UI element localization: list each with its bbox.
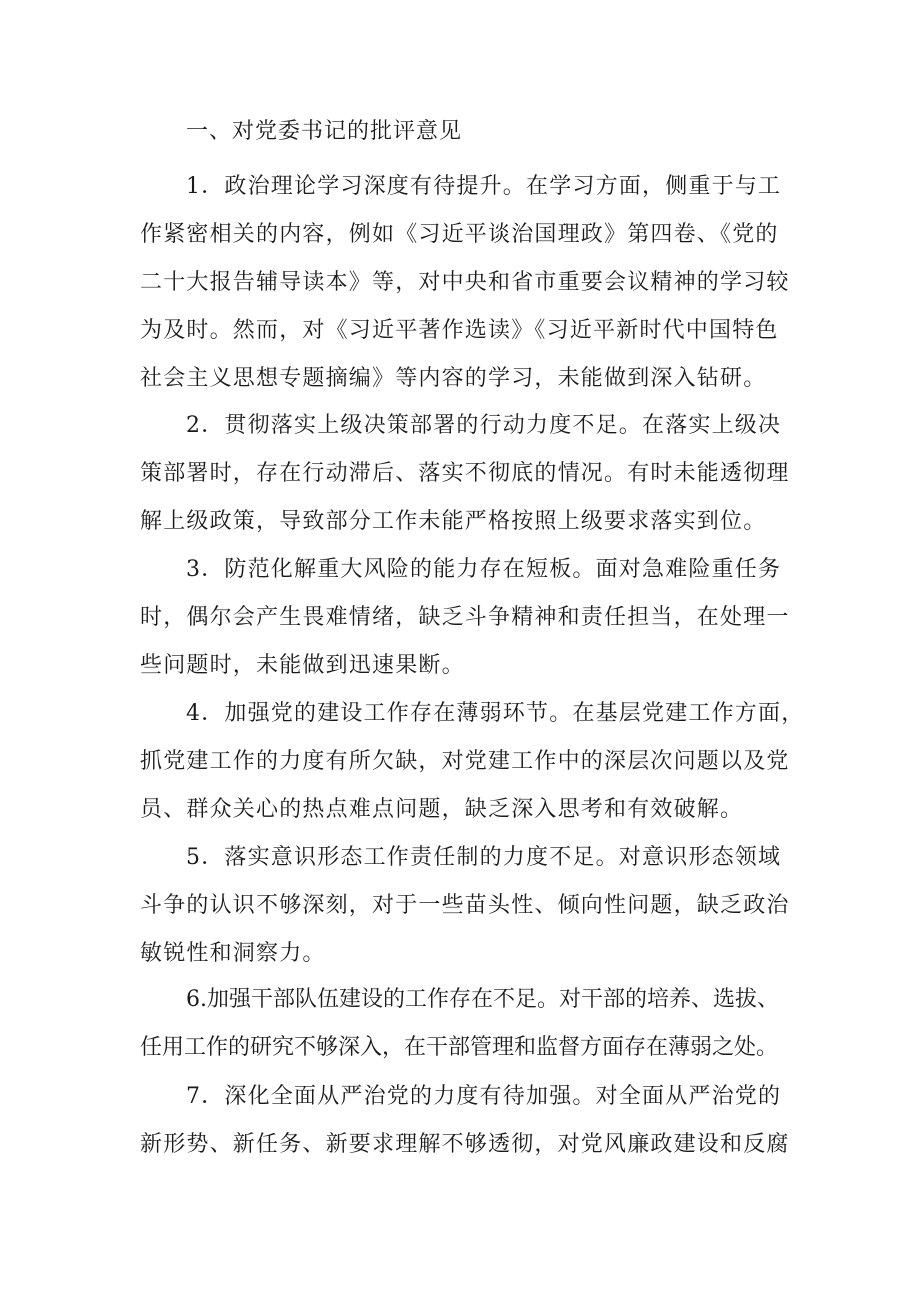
paragraph-line: 敏锐性和洞察力。 — [140, 941, 326, 966]
paragraph-line: 解上级政策，导致部分工作未能严格按照上级要求落实到位。 — [140, 509, 767, 534]
paragraph-line: 为及时。然而，对《习近平著作选读》《习近平新时代中国特色 — [140, 318, 779, 343]
paragraph-line: 新形势、新任务、新要求理解不够透彻，对党风廉政建设和反腐 — [140, 1132, 790, 1157]
paragraph-2 — [140, 402, 790, 546]
paragraph-1 — [140, 163, 790, 403]
paragraph-line: 5．落实意识形态工作责任制的力度不足。对意识形态领域 — [186, 845, 782, 870]
paragraph-line: 二十大报告辅导读本》等，对中央和省市重要会议精神的学习较 — [140, 270, 790, 295]
paragraph-line: 员、群众关心的热点难点问题，缺乏深入思考和有效破解。 — [140, 797, 744, 822]
section-heading: 一、对党委书记的批评意见 — [186, 119, 463, 144]
paragraph-line: 6.加强干部队伍建设的工作存在不足。对干部的培养、选拔、 — [186, 987, 779, 1012]
paragraph-6 — [140, 976, 790, 1072]
paragraph-5 — [140, 834, 790, 978]
paragraph-line: 3．防范化解重大风险的能力存在短板。面对急难险重任务 — [186, 557, 782, 582]
paragraph-line: 时，偶尔会产生畏难情绪，缺乏斗争精神和责任担当，在处理一 — [140, 605, 790, 630]
paragraph-3 — [140, 546, 790, 690]
paragraph-line: 4．加强党的建设工作存在薄弱环节。在基层党建工作方面， — [186, 701, 805, 726]
paragraph-line: 策部署时，存在行动滞后、落实不彻底的情况。有时未能透彻理 — [140, 461, 790, 486]
paragraph-line: 些问题时，未能做到迅速果断。 — [140, 653, 465, 678]
paragraph-4 — [140, 690, 805, 834]
paragraph-line: 任用工作的研究不够深入，在干部管理和监督方面存在薄弱之处。 — [140, 1035, 779, 1060]
paragraph-7 — [140, 1073, 790, 1169]
paragraph-line: 7．深化全面从严治党的力度有待加强。对全面从严治党的 — [186, 1084, 782, 1109]
paragraph-line: 作紧密相关的内容，例如《习近平谈治国理政》第四卷、《党的 — [140, 222, 779, 247]
paragraph-line: 1．政治理论学习深度有待提升。在学习方面，侧重于与工 — [186, 174, 782, 199]
paragraph-line: 抓党建工作的力度有所欠缺，对党建工作中的深层次问题以及党 — [140, 749, 790, 774]
paragraph-line: 2．贯彻落实上级决策部署的行动力度不足。在落实上级决 — [186, 413, 782, 438]
paragraph-line: 斗争的认识不够深刻，对于一些苗头性、倾向性问题，缺乏政治 — [140, 893, 790, 918]
paragraph-line: 社会主义思想专题摘编》等内容的学习，未能做到深入钻研。 — [140, 366, 767, 391]
